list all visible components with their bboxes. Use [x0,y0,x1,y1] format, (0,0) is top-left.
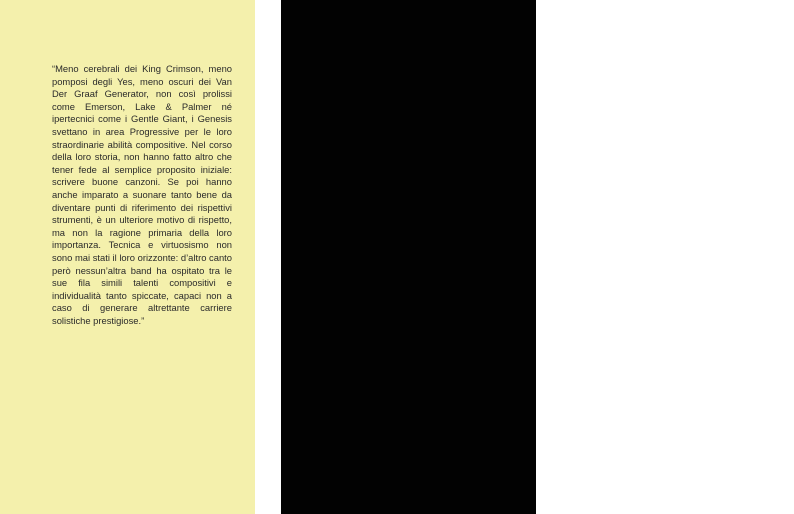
author-bio [624,58,773,184]
bio-text: è critico musicale dal 1988 per numerose testate nazionali, fra cui [624,58,773,95]
bio-separator: , [770,83,773,95]
magazine-title: Ciao 2001 [719,83,771,95]
magazine-title: Rockstar [624,95,661,107]
cover-photo-credit [624,469,794,482]
dusk-magazine: Dusk (www.dusk.it) [624,108,773,132]
author-name: Mario Giammetti [624,58,698,69]
credit-label: Foto in copertina: [624,469,665,475]
credit-text: elaborazione digitale da © David Gahr/Getty Images [624,475,745,482]
spine-gap [255,0,281,514]
left-flap-panel [0,0,255,514]
bio-text: . Nel 1991 ha fondato [624,95,773,120]
back-cover-quote: “Meno cerebrali dei King Crimson, meno pomposi degli Yes, meno oscuri dei Van Der Graaf Generator, non così prolissi come Emerson, Lake & Palmer né ipertecnici come i Gentle Giant, i Genesis svettano in area Progressive per le loro straordinarie abilità compositive. Nel corso della loro storia, non hanno fatto altro che tener fede al semplice proposito iniziale: scrivere buone canzoni. Se poi hanno anche imparato a suonare tanto bene da diventare punti di riferimento dei rispettivi strumenti, è un ulteriore motivo di rispetto, ma non la ragione primaria della loro importanza. Tecnica e virtuosismo non sono mai stati il loro orizzonte: d’altro canto però nessun’altra band ha ospitato tra le sue fila simili talenti compositivi e individualità tanto spiccate, capaci non a caso di generare altrettante carriere solistiche prestigiose.” [52,63,232,326]
magazine-title: Jam [733,95,752,107]
bio-separator: , [661,95,669,107]
bio-text: , unica rivista cartacea al mondo dedicata ai Genesis. Questo è il suo undicesimo libro legato alla galassia Genesis. [624,120,773,183]
bio-separator: e [718,95,734,107]
magazine-title: Freequency [668,95,719,107]
right-flap-panel [281,0,773,514]
